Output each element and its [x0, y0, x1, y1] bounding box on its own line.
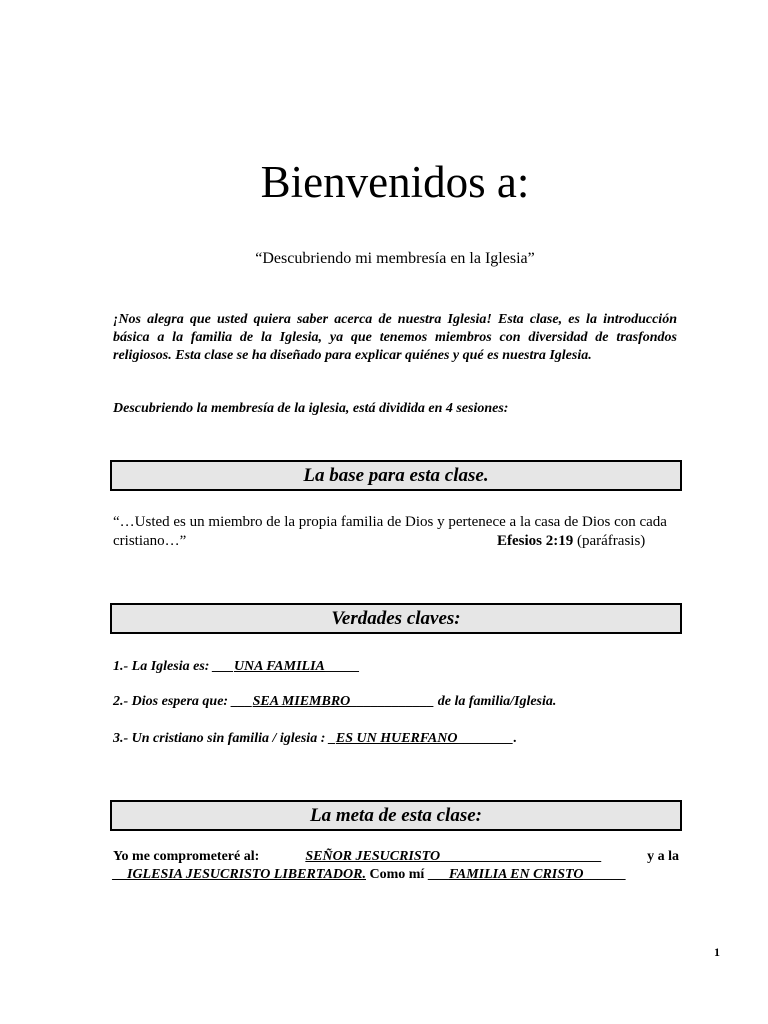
commit-tail: ______: [583, 867, 626, 882]
commit-and: y a la: [647, 849, 679, 864]
intro-paragraph: ¡Nos alegra que usted quiera saber acerca de nuestra Iglesia! Esta clase, es la introducción básica a la familia de la Iglesia, ya que tenemos miembros con diversidad de trasfondos religiosos. Esta clase se ha diseñado para explicar quiénes y qué es nuestra Iglesia.: [113, 312, 677, 363]
commit-lord: SEÑOR JESUCRISTO: [305, 849, 441, 864]
section-heading-base: La base para esta clase.: [110, 460, 682, 491]
commitment-statement: [113, 848, 679, 884]
truth-answer: UNA FAMILIA: [233, 659, 325, 674]
truth-item-2: [113, 693, 679, 711]
truth-answer: ES UN HUERFANO: [335, 731, 458, 746]
commit-church: __IGLESIA JESUCRISTO LIBERTADOR.: [113, 867, 366, 882]
truth-prefix: 3.- Un cristiano sin familia / iglesia : _: [113, 731, 336, 746]
truth-suffix: _____: [324, 659, 360, 674]
section-heading-goal: La meta de esta clase:: [110, 800, 682, 831]
page-number: 1: [714, 945, 720, 959]
commit-lead: Yo me comprometeré al:: [113, 849, 260, 864]
page-subtitle: “Descubriendo mi membresía en la Iglesia”: [255, 250, 535, 267]
commit-family: FAMILIA EN CRISTO: [448, 867, 584, 882]
commitment-line-2: [113, 866, 679, 884]
reference-note: (paráfrasis): [573, 533, 646, 549]
truth-prefix: 2.- Dios espera que: ___: [113, 694, 253, 709]
truth-item-1: [113, 658, 679, 676]
commitment-line-1: [113, 848, 679, 866]
bible-reference: [497, 532, 645, 551]
truth-answer: SEA MIEMBRO: [252, 694, 351, 709]
section-heading-truths: Verdades claves:: [110, 603, 682, 634]
reference-book: Efesios 2:19: [497, 533, 574, 549]
truth-item-3: [113, 730, 679, 748]
sessions-paragraph: Descubriendo la membresía de la iglesia, está dividida en 4 sesiones:: [113, 401, 509, 416]
commit-blank-lord: SEÑOR JESUCRISTO_______________________: [305, 849, 602, 864]
bible-quote: “…Usted es un miembro de la propia familia de Dios y pertenece a la casa de Dios con cada cristiano…”: [113, 514, 667, 549]
page-title: Bienvenidos a:: [260, 157, 530, 207]
truth-suffix: ____________ de la familia/Iglesia.: [350, 694, 557, 709]
truth-suffix: ________.: [457, 731, 517, 746]
truth-prefix: 1.- La Iglesia es: ___: [113, 659, 234, 674]
commit-as: Como mí ___: [366, 867, 449, 882]
